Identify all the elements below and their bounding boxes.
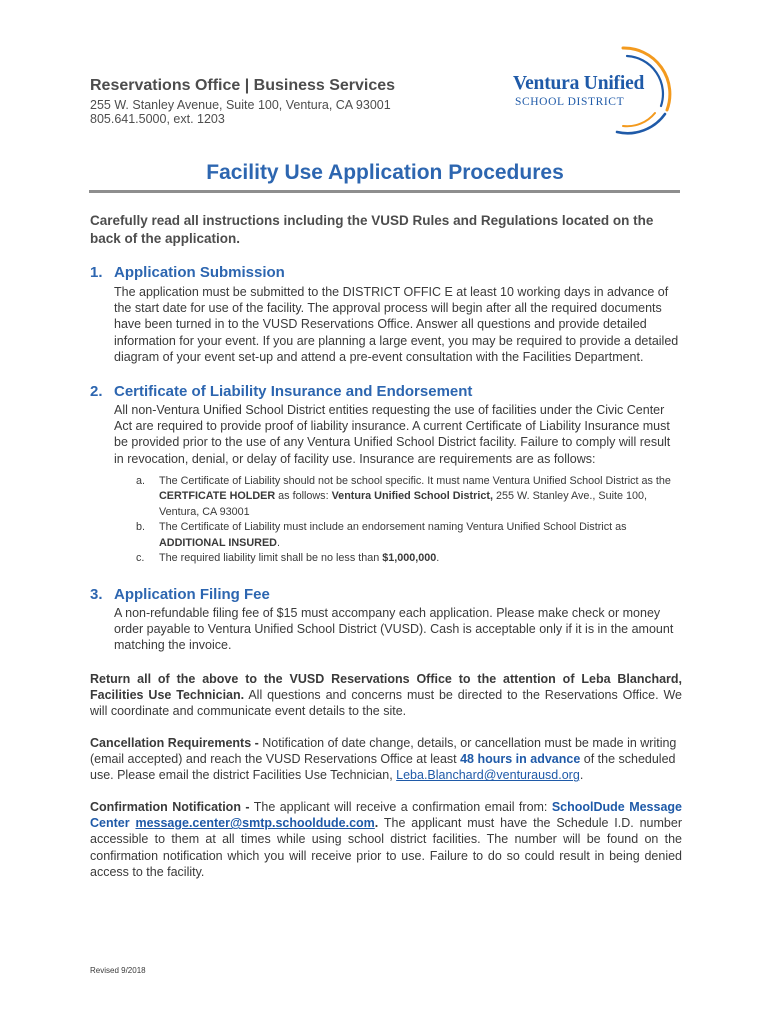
item-bold: $1,000,000 xyxy=(382,552,437,565)
return-note-bold: Return all of the above to the VUSD Reservations Office to the attention of Leba Blanchard, Facilities Use Technician. xyxy=(90,672,682,703)
list-marker: c. xyxy=(136,552,145,565)
section-number: 3. xyxy=(90,586,103,603)
cancellation-text: . xyxy=(579,768,584,783)
return-note xyxy=(90,671,682,720)
section-title: Application Submission xyxy=(114,264,285,281)
item-bold: ADDITIONAL INSURED xyxy=(159,536,277,549)
item-text: The Certificate of Liability should not be school specific. It must name Ventura Unified School District as the xyxy=(159,475,671,487)
confirmation-text: The applicant will receive a confirmation email from: xyxy=(249,800,552,814)
section-title: Certificate of Liability Insurance and Endorsement xyxy=(114,383,473,400)
section-title: Application Filing Fee xyxy=(114,586,270,603)
item-text: . xyxy=(436,552,440,565)
section-2-heading xyxy=(90,383,472,400)
item-text: . xyxy=(276,536,280,549)
district-logo xyxy=(505,40,685,140)
section-1-body: The application must be submitted to the DISTRICT OFFIC E at least 10 working days in advance of the start date for use of the facility. The approval process will begin after all the required documents have been turned in to the VUSD Reservations Office. Answer all questions and provide detailed information for your event. If you are planning a large event, you may be required to provide a detailed diagram of your event set-up and attend a pre-event consultation with the Facilities Department. xyxy=(114,285,679,364)
section-number: 2. xyxy=(90,383,103,400)
technician-email-link[interactable]: Leba.Blanchard@venturausd.org xyxy=(396,768,580,783)
logo-subtitle: SCHOOL DISTRICT xyxy=(515,96,625,108)
cancellation-text: Notification of date change, details, or cancellation must be made in writing (email accepted) and reach the VUSD Reservations Office at least xyxy=(90,736,677,767)
item-text: The Certificate of Liability must include an endorsement naming Ventura Unified School District as xyxy=(159,521,627,534)
list-marker: a. xyxy=(136,475,146,487)
section-1-heading xyxy=(90,264,285,281)
confirmation-text: The applicant must have the Schedule I.D. number accessible to them at all times while using school district facilities. The number will be found on the confirmation notification which you will receive prior to use. Failure to do so could result in being denied access to the facility. xyxy=(90,816,682,879)
office-name: Reservations Office | Business Services xyxy=(90,77,396,94)
revision-note: Revised 9/2018 xyxy=(90,966,146,975)
confirmation-notification xyxy=(90,799,682,880)
item-text: as follows: xyxy=(275,490,332,503)
list-item xyxy=(130,474,682,520)
section-3-heading xyxy=(90,586,270,603)
cancellation-deadline: 48 hours in advance xyxy=(460,752,581,767)
confirmation-email-link[interactable]: message.center@smtp.schooldude.com xyxy=(135,816,375,831)
return-note-text: All questions and concerns must be directed to the Reservations Office. We will coordinate and communicate event details to the site. xyxy=(90,688,683,719)
confirmation-text: . xyxy=(374,816,379,831)
intro-text: Carefully read all instructions including the VUSD Rules and Regulations located on the back of the application. xyxy=(90,213,654,246)
confirmation-label: Confirmation Notification - xyxy=(90,800,250,814)
title-divider xyxy=(89,190,680,193)
section-2-body: All non-Ventura Unified School District entities requesting the use of facilities under the Civic Center Act are required to provide proof of liability insurance. A current Certificate of Liability Insurance must be provided prior to the use of any Ventura Unified School District facility. Failure to comply will result in revocation, denial, or delay of facility use. Insurance are requirements are as follows: xyxy=(114,403,671,466)
section-number: 1. xyxy=(90,264,103,281)
list-item xyxy=(130,520,682,551)
item-text: 255 W. Stanley Ave., Suite 100, Ventura, CA 93001 xyxy=(159,490,648,518)
cancellation-requirements xyxy=(90,735,682,784)
requirements-list xyxy=(130,474,682,566)
section-3-body: A non-refundable filing fee of $15 must accompany each application. Please make check or money order payable to Ventura Unified School District (VUSD). Cash is acceptable only if it is in the amount matching the invoice. xyxy=(114,606,674,653)
item-text: The required liability limit shall be no less than xyxy=(159,552,383,565)
confirmation-sender: SchoolDude Message Center xyxy=(90,800,683,831)
item-bold: CERTFICATE HOLDER xyxy=(159,490,276,503)
logo-name: Ventura Unified xyxy=(513,73,645,94)
office-address: 255 W. Stanley Avenue, Suite 100, Ventura, CA 93001 xyxy=(90,98,391,112)
list-item xyxy=(130,551,682,566)
list-marker: b. xyxy=(136,521,146,534)
item-bold: Ventura Unified School District, xyxy=(331,490,493,503)
cancellation-label: Cancellation Requirements - xyxy=(90,736,259,750)
page-title: Facility Use Application Procedures xyxy=(206,161,564,184)
office-phone: 805.641.5000, ext. 1203 xyxy=(90,112,225,126)
cancellation-text: of the scheduled use. Please email the district Facilities Use Technician, xyxy=(90,752,676,783)
